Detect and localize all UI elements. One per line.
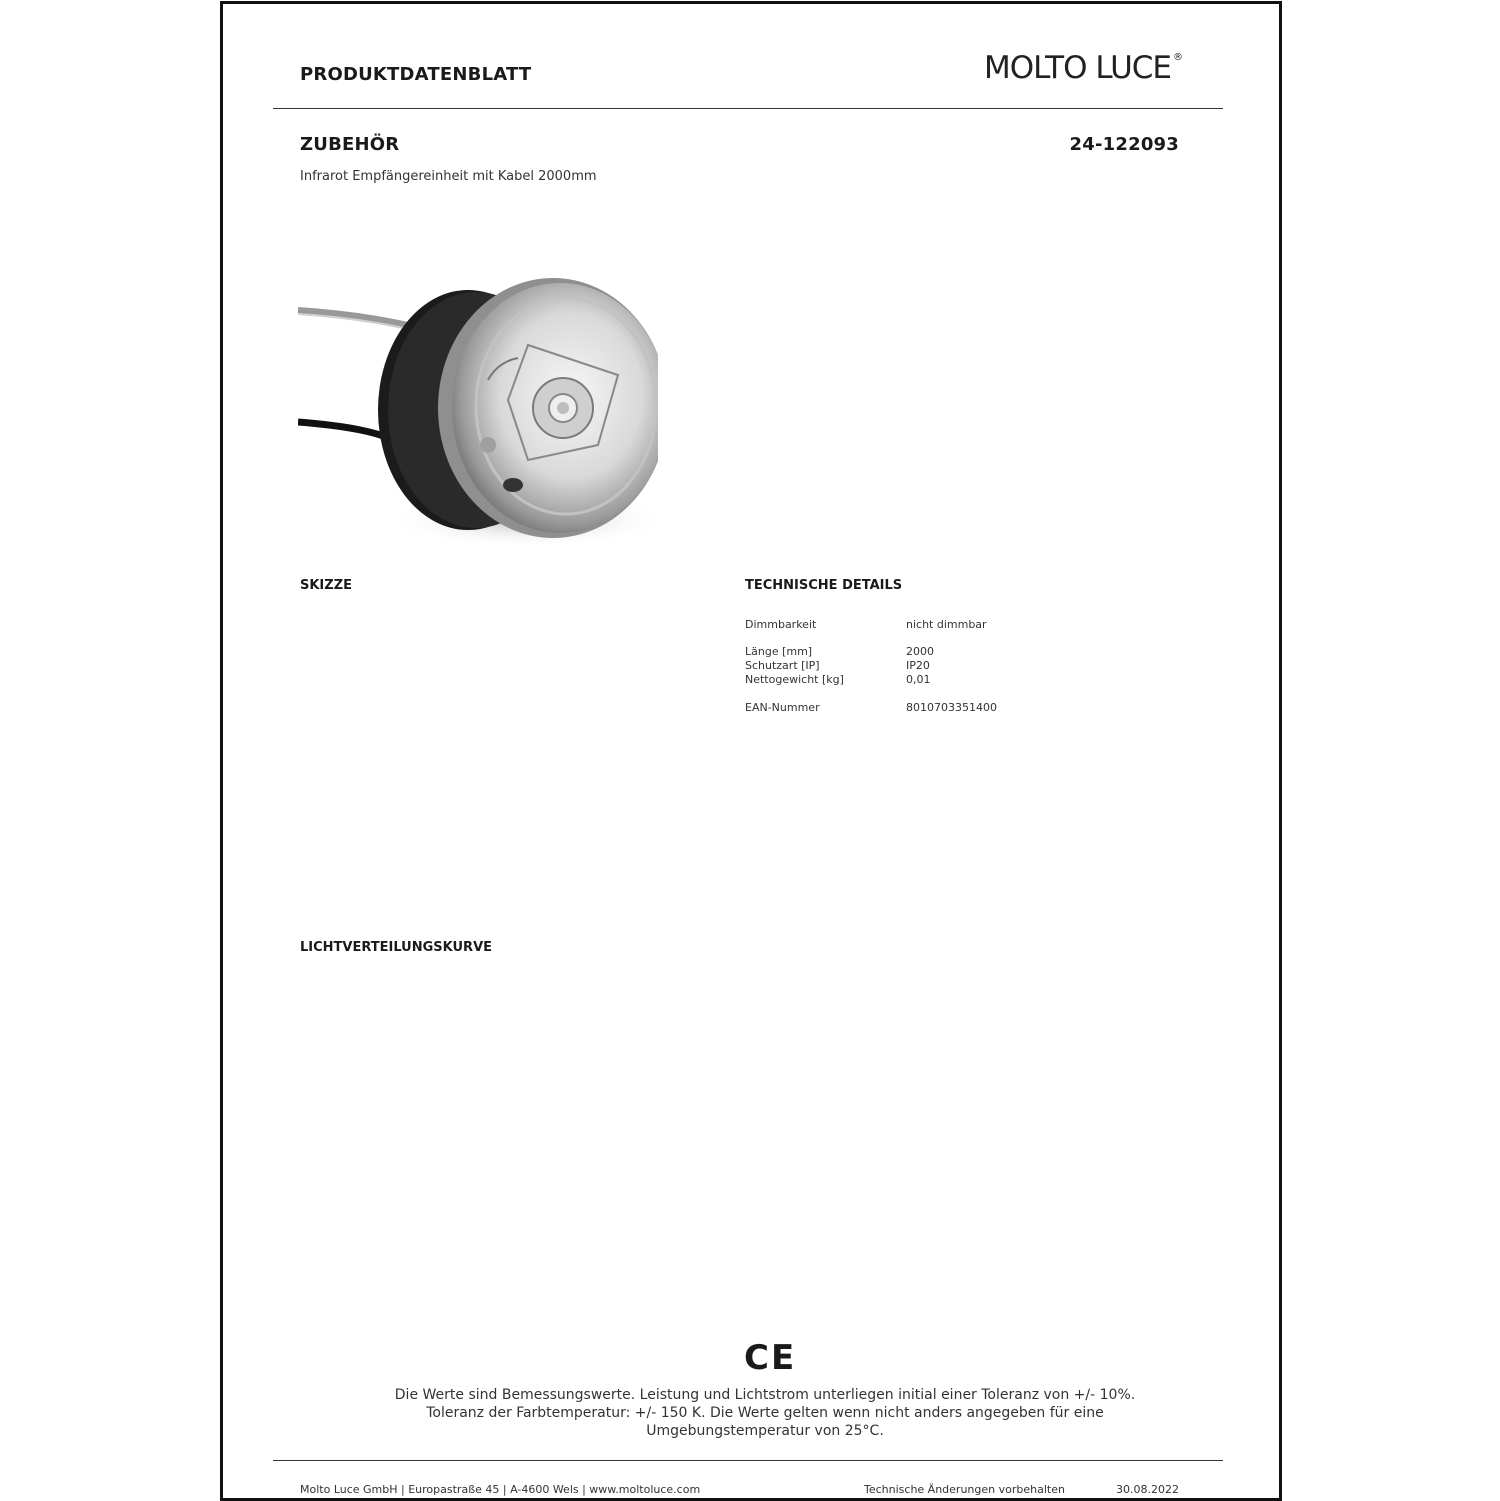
detail-value: nicht dimmbar xyxy=(906,618,987,631)
section-sketch-heading: SKIZZE xyxy=(300,578,353,593)
detail-value: 8010703351400 xyxy=(906,701,997,714)
detail-label: Länge [mm] xyxy=(745,645,813,658)
product-photo xyxy=(298,270,658,555)
detail-label: EAN-Nummer xyxy=(745,701,820,714)
detail-label: Schutzart [IP] xyxy=(745,659,820,672)
logo-registered-mark: ® xyxy=(1173,52,1182,63)
datasheet-page xyxy=(220,1,1282,1501)
ir-receiver-image xyxy=(298,270,658,555)
article-number: 24-122093 xyxy=(1069,134,1179,155)
product-category: ZUBEHÖR xyxy=(300,134,400,155)
logo-text: MOLTO LUCE xyxy=(984,50,1171,86)
note-line: Toleranz der Farbtemperatur: +/- 150 K. Die Werte gelten wenn nicht anders angegeben für eine xyxy=(426,1405,1104,1421)
note-line: Die Werte sind Bemessungswerte. Leistung und Lichtstrom unterliegen initial einer Toleranz von +/- 10%. xyxy=(394,1387,1136,1403)
ce-mark-icon: CE xyxy=(744,1338,797,1378)
section-technical-details-heading: TECHNISCHE DETAILS xyxy=(745,578,903,593)
detail-value: 0,01 xyxy=(906,673,931,686)
detail-value: 2000 xyxy=(906,645,934,658)
brand-logo xyxy=(984,50,1182,86)
footer-divider xyxy=(273,1460,1223,1461)
document-title: PRODUKTDATENBLATT xyxy=(300,64,532,85)
product-description: Infrarot Empfängereinheit mit Kabel 2000mm xyxy=(300,169,597,184)
detail-label: Dimmbarkeit xyxy=(745,618,817,631)
footer-company: Molto Luce GmbH | Europastraße 45 | A-4600 Wels | www.moltoluce.com xyxy=(300,1483,701,1496)
footer-date: 30.08.2022 xyxy=(1116,1483,1179,1496)
section-light-distribution-heading: LICHTVERTEILUNGSKURVE xyxy=(300,940,493,955)
detail-value: IP20 xyxy=(906,659,930,672)
note-line: Umgebungstemperatur von 25°C. xyxy=(646,1423,884,1439)
header-divider xyxy=(273,108,1223,109)
tolerance-note xyxy=(300,1386,1230,1440)
footer-disclaimer: Technische Änderungen vorbehalten xyxy=(864,1483,1065,1496)
detail-label: Nettogewicht [kg] xyxy=(745,673,844,686)
